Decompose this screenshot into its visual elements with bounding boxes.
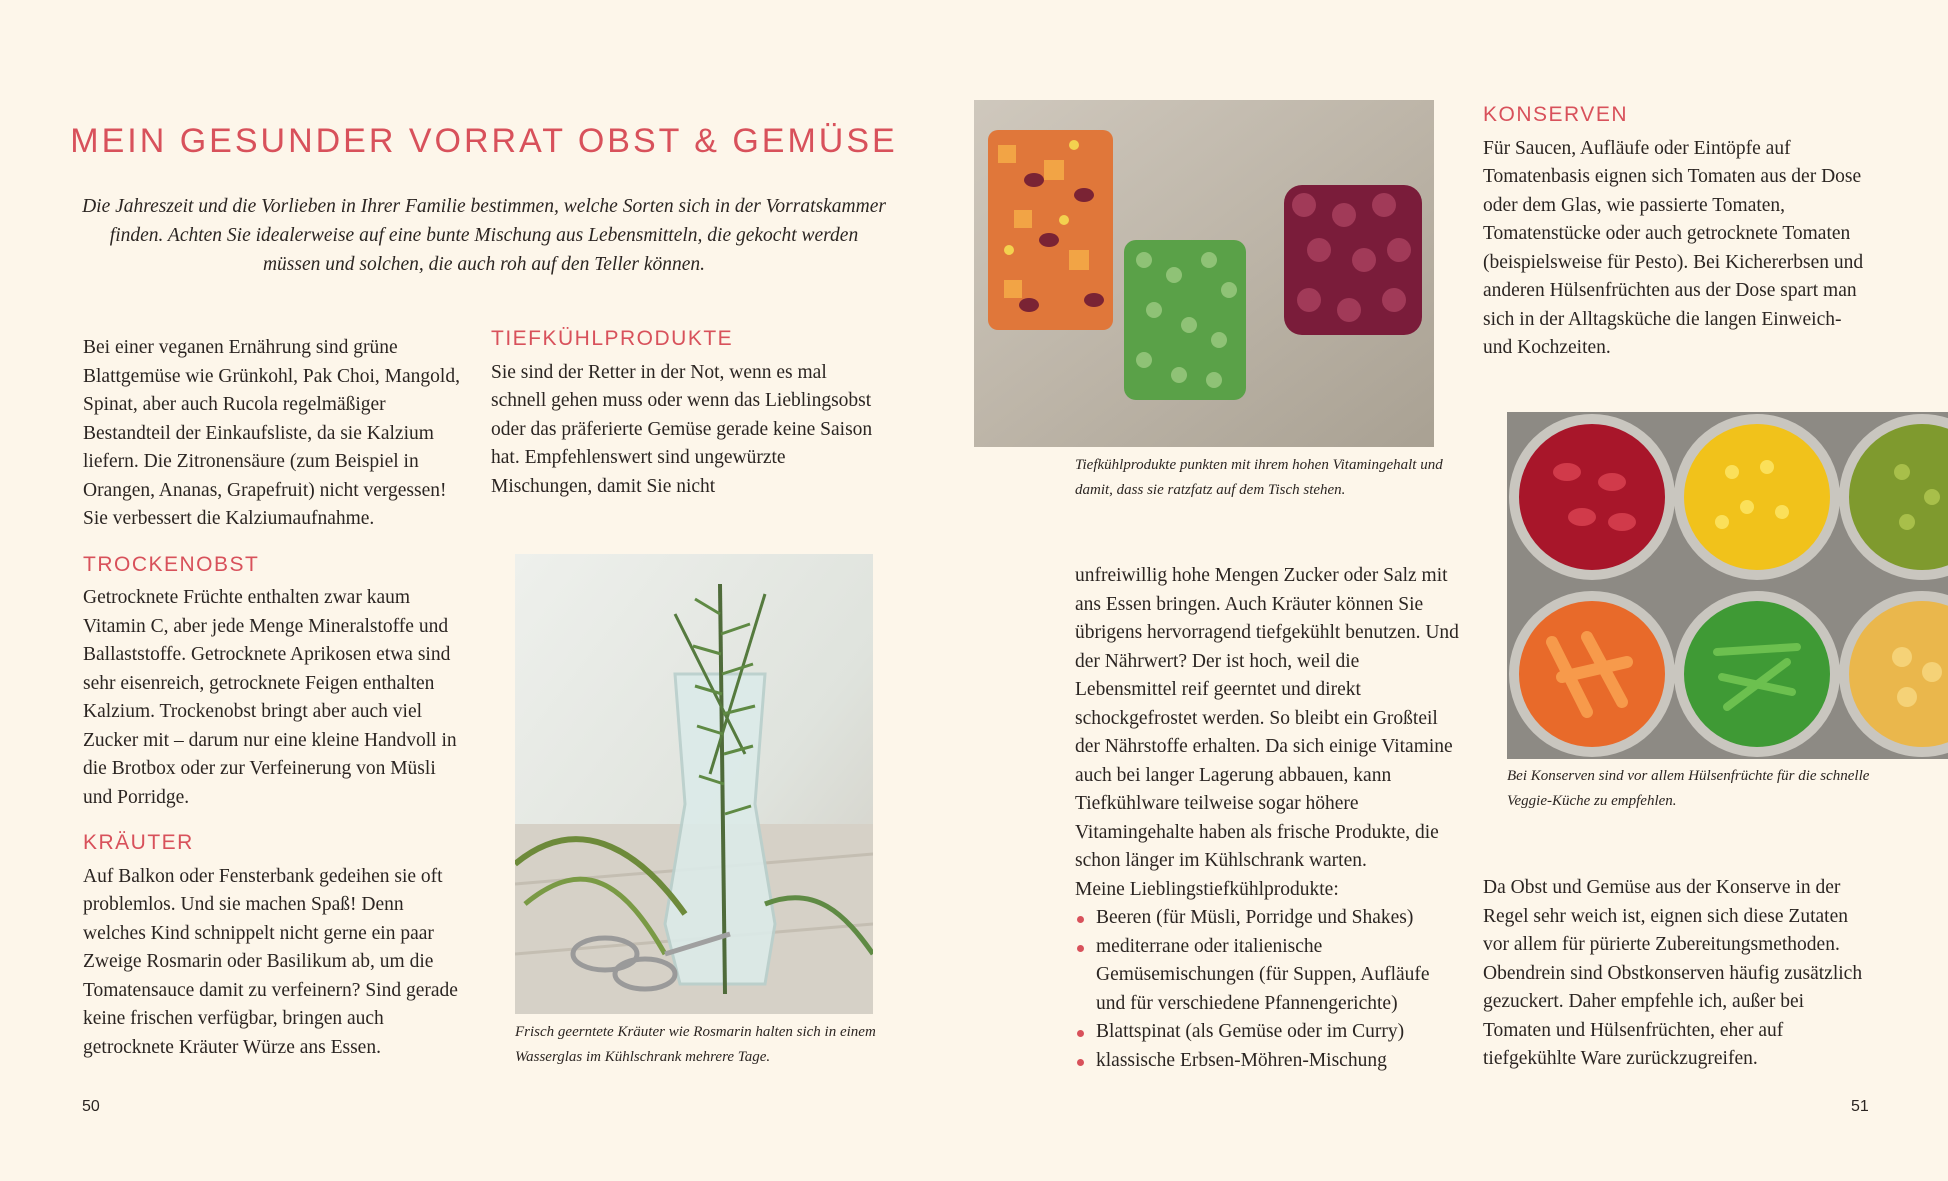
frozen-caption: Tiefkühlprodukte punkten mit ihrem hohen Vitamingehalt und damit, dass sie ratzfatz auf dem Tisch stehen. — [1075, 457, 1443, 498]
konserven-text: Für Saucen, Aufläufe oder Eintöpfe auf Tomatenbasis eignen sich Tomaten aus der Dose oder dem Glas, wie passierte Tomaten, Tomatenstücke oder auch getrocknete Tomaten (beispielsweise für Pesto). Bei Kichererbsen und anderen Hülsenfrüchten aus der Dose spart man sich in der Alltagsküche die langen Einweich- und Kochzeiten. — [1483, 137, 1864, 358]
page-number-right: 51 — [1851, 1098, 1869, 1115]
tiefkuehl-heading: TIEFKÜHLPRODUKTE — [491, 327, 734, 350]
list-item: Blattspinat (als Gemüse oder im Curry) — [1075, 1018, 1463, 1047]
trockenobst-heading: TROCKENOBST — [83, 552, 260, 576]
intro-text: Die Jahreszeit und die Vorlieben in Ihrer Familie bestimmen, welche Sorten sich in der Vorratskammer finden. Achten Sie idealerweise auf eine bunte Mischung aus Lebensmitteln, die gekocht werden müssen und solchen, die auch roh auf den Teller können. — [82, 196, 886, 275]
favorites-intro: Meine Lieblingstiefkühlprodukte: — [1075, 878, 1339, 900]
frozen-vegetables-photo — [974, 100, 1434, 447]
kraeuter-heading: KRÄUTER — [83, 831, 194, 854]
herbs-caption: Frisch geerntete Kräuter wie Rosmarin halten sich in einem Wasserglas im Kühlschrank mehrere Tage. — [515, 1024, 876, 1065]
kraeuter-text: Auf Balkon oder Fensterbank gedeihen sie oft problemlos. Und sie machen Spaß! Denn welches Kind schnippelt nicht gerne ein paar Zweige Rosmarin oder Basilikum ab, um die Tomatensauce damit zu verfeinern? Sind gerade keine frischen verfügbar, bringen auch getrocknete Kräuter Würze ans Essen. — [83, 865, 458, 1058]
favorites-list — [1075, 904, 1463, 1075]
trockenobst-text: Getrocknete Früchte enthalten zwar kaum Vitamin C, aber jede Menge Mineralstoffe und Ballaststoffe. Getrocknete Aprikosen etwa sind sehr eisenreich, getrocknete Feigen enthalten Kalzium. Trockenobst bringt aber auch viel Zucker mit – darum nur eine kleine Handvoll in die Brotbox oder zur Verfeinerung von Müsli und Porridge. — [83, 587, 457, 808]
cans-caption: Bei Konserven sind vor allem Hülsenfrüchte für die schnelle Veggie-Küche zu empfehlen. — [1507, 768, 1870, 809]
right-column-2-bottom — [1483, 874, 1873, 1074]
list-item: Beeren (für Müsli, Porridge und Shakes) — [1075, 904, 1463, 933]
canned-vegetables-photo — [1507, 412, 1948, 759]
konserven-heading: KONSERVEN — [1483, 103, 1628, 126]
page-title: MEIN GESUNDER VORRAT OBST & GEMÜSE — [70, 122, 898, 160]
tiefkuehl-continued-text: unfreiwillig hohe Mengen Zucker oder Salz mit ans Essen bringen. Auch Kräuter können Sie übrigens hervorragend tiefgekühlt benutzen. Und der Nährwert? Der ist hoch, weil die Lebensmittel reif geerntet und direkt schockgefrostet werden. So bleibt ein Großteil der Nährstoffe erhalten. Da sich einige Vitamine auch bei langer Lagerung abbauen, kann Tiefkühlware teilweise sogar höhere Vitamingehalte haben als frische Produkte, die schon länger im Kühlschrank warten. — [1075, 565, 1459, 871]
page-number-left: 50 — [82, 1098, 100, 1115]
right-column-1 — [1075, 562, 1463, 1075]
left-column-2 — [491, 325, 875, 501]
rosemary-glass-photo — [515, 554, 873, 1014]
list-item: mediterrane oder italienische Gemüsemischungen (für Suppen, Aufläufe und für verschiedene Pfannengerichte) — [1075, 933, 1463, 1019]
left-column-1 — [83, 334, 467, 1062]
tiefkuehl-text: Sie sind der Retter in der Not, wenn es mal schnell gehen muss oder wenn das Lieblingsobst oder das präferierte Gemüse gerade keine Saison hat. Empfehlenswert sind ungewürzte Mischungen, damit Sie nicht — [491, 361, 873, 497]
right-column-2 — [1483, 101, 1873, 363]
list-item: klassische Erbsen-Möhren-Mischung — [1075, 1047, 1463, 1076]
konserven-text-2: Da Obst und Gemüse aus der Konserve in der Regel sehr weich ist, eignen sich diese Zutaten vor allem für pürierte Zubereitungsmethoden. Obendrein sind Obstkonserven häufig zusätzlich gezuckert. Daher empfehle ich, außer bei Tomaten und Hülsenfrüchten, eher auf tiefgekühlte Ware zurückzugreifen. — [1483, 877, 1863, 1069]
calcium-paragraph: Bei einer veganen Ernährung sind grüne Blattgemüse wie Grünkohl, Pak Choi, Mangold, Spinat, aber auch Rucola regelmäßiger Bestandteil der Einkaufsliste, da sie Kalzium liefern. Die Zitronensäure (zum Beispiel in Orangen, Ananas, Grapefruit) nicht vergessen! Sie verbessert die Kalziumaufnahme. — [83, 337, 460, 529]
